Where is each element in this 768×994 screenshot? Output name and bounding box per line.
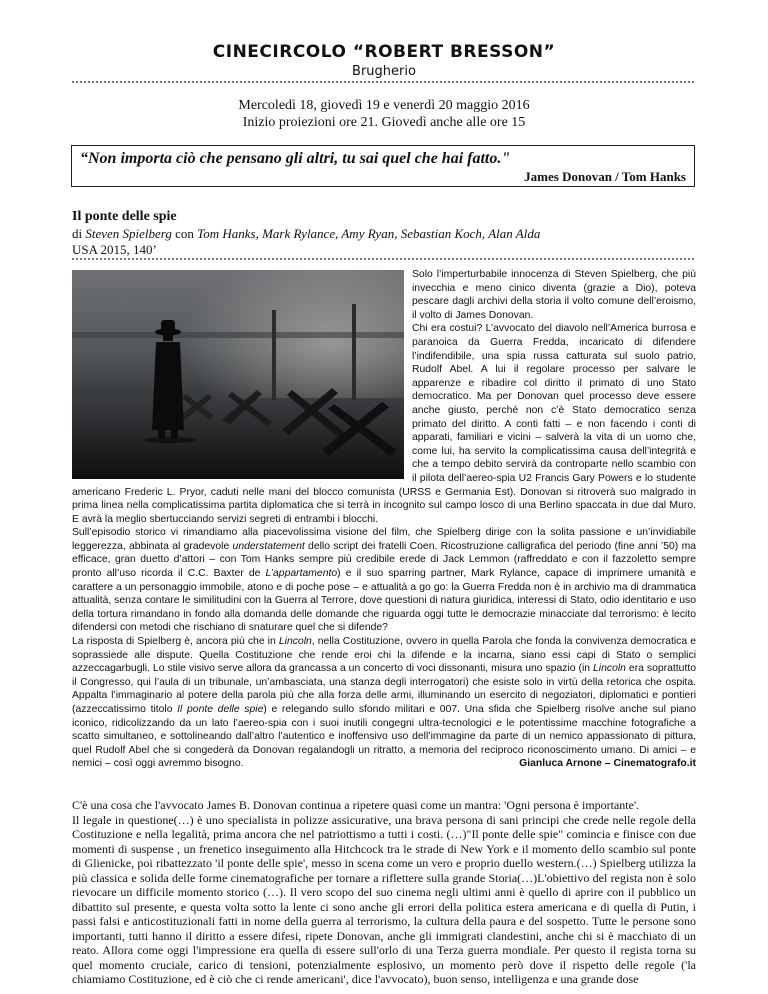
review-paragraph-4 — [72, 635, 696, 771]
film-title: Il ponte delle spie — [72, 209, 177, 224]
second-article — [72, 798, 696, 987]
dotted-divider-film — [72, 258, 694, 263]
film-cast: Tom Hanks, Mark Rylance, Amy Ryan, Sebastian Koch, Alan Alda — [197, 226, 541, 241]
review-p3-italic-2: L’appartamento — [265, 568, 338, 580]
review-p4-part-c: era soprattutto il Congresso, qui l’aula di un tribunale, un’ambasciata, una stanza degli interrogatori) che esiste solo in virtù della retorica che ospita. Appalta l’immaginario al potere della parola più che alla forza delle armi, illuminando un esercito di negoziatori, diplomatici e pontieri (azzeccatissimo titolo — [72, 663, 696, 715]
review-p4-part-b: , nella Costituzione, ovvero in quella Parola che fonda la convivenza democratica e soprassiede alle dispute. Quella Costituzione che rende eroi chi la difende e la incarna, siano essi capi di Stato o semplici azzeccagarbugli. Lo stile visivo serve allora da grancassa a un concerto di voci dissonanti, misura uno spazio (in — [72, 636, 696, 675]
film-meta: USA 2015, 140’ — [72, 242, 157, 257]
cast-prefix: con — [171, 226, 198, 241]
schedule-dates: Mercoledì 18, giovedì 19 e venerdì 20 maggio 2016 — [238, 98, 530, 113]
review-p3-italic-1: understatement — [232, 540, 305, 552]
review-paragraph-2: Chi era costui? L’avvocato del diavolo nell’America burrosa e paranoica da Guerra Fredda, incaricato di difendere l’indifendibile, una spia russa catturata sul suolo patrio, Rudolf Abel. A lui il regolare processo per salvare le apparenze e ribadire col diritto il primato di uno Stato democratico. Ma per Donovan quel processo deve essere anche giusto, perché non c’è Stato democratico senza primato del diritto. A conti fatti – e non facendo i conti di apparati, familiari e vicini – salverà la vita di un uomo che, come lui, ha servito la complicatissima causa dell’integrità e che a tempo debito servirà da controparte nello scambio con il pilota dell’aereo-spia U2 Francis Gary Powers e lo studente americano Frederic L. Pryor, caduti nelle mani del blocco comunista (URSS e Germania Est). Donovan si ritroverà suo malgrado in prima linea nella complicatissima partita diplomatica che si terrà in incognito sul campo losco di una Berlino spaccata in due dal Muro. E avrà la meglio sbertucciando servizi segreti di entrambi i blocchi. — [72, 323, 696, 525]
review-paragraph-1: Solo l’imperturbabile innocenza di Steven Spielberg, che più invecchia e meno cinico diventa (grazie a Dio), poteva pescare dagli archivi della storia il volto comune dell’eroismo, il volto di James Donovan. — [412, 269, 696, 321]
review-p3-part-a: Sull’episodio storico vi rimandiamo alla piacevolissima visione del film, che Spielberg dirige con la solita passione e un’invidiabile leggerezza, abbinata al gradevole — [72, 527, 696, 552]
film-director: Steven Spielberg — [85, 226, 172, 241]
quote-text: “Non importa ciò che pensano gli altri, tu sai quel che hai fatto." — [80, 150, 511, 167]
image-float-spacer — [72, 268, 412, 482]
review-p3-part-b: dello script dei fratelli Coen. Ricostruzione calligrafica del periodo (fine anni ’50) ma efficace, gran duetto d’attori – con Tom Hanks sempre più credibile erede di Jack Lemmon (raffreddato e con il fazzoletto sempre pronto all’uso ricorda il C.C. Baxter de — [72, 540, 696, 580]
quote-box — [71, 145, 695, 187]
review-article — [72, 268, 696, 771]
dotted-divider-top — [72, 81, 694, 86]
review-p3-part-c: ) e il suo sparring partner, Mark Rylance, capace di imprimere umanità e carattere a un personaggio immobile, atono e di poche pose – e attualità a go go: la Guerra Fredda non è in archivio ma di drammatica attualità, senza contare le similitudini con la Guerra al Terrore, dove questioni di natura giuridica, interessi di Stato, odio identitario e uso della tortura rimandano in fondo alla domanda delle domande che riguarda oggi tutte le democrazie minacciate dal terrorismo: è lecito difendersi con metodi che rischiano di snaturare quel che si difende? — [72, 568, 696, 634]
schedule-times: Inizio proiezioni ore 21. Giovedì anche alle ore 15 — [242, 115, 526, 130]
second-article-paragraph-1: C'è una cosa che l'avvocato James B. Donovan continua a ripetere quasi come un mantra: 'Ogni persona è importante'. — [72, 798, 640, 812]
cineclub-title: CINECIRCOLO “ROBERT BRESSON” — [212, 42, 556, 62]
review-p4-part-d: ) e relegando sullo sfondo militari e 007. Una sfida che Spielberg risolve anche sul piano iconico, ridicolizzando da un lato l’aereo-spia con i suoi inutili congegni ultra-tecnologici e le potentissime macchine fotografiche a scatto simultaneo, e sottolineando dall’altro l’autentico e inoffensivo uso dell’immagine da parte di un nemico appassionato di pittura, quel Rudolf Abel che si congederà da Donovan regalandogli un ritratto, a memoria del reciproco riconoscimento umano. Di amici – e nemici – così oggi avremmo bisogno. — [72, 704, 696, 770]
review-signature: Gianluca Arnone – Cinematografo.it — [519, 758, 696, 770]
review-p4-part-a: La risposta di Spielberg è, ancora più che in — [72, 636, 279, 648]
review-p4-italic-1: Lincoln — [278, 636, 312, 648]
film-credits — [72, 226, 540, 242]
cineclub-location: Brugherio — [352, 64, 416, 79]
review-p4-italic-2: Lincoln — [593, 663, 626, 675]
quote-author: James Donovan / Tom Hanks — [524, 169, 686, 184]
second-article-paragraph-2: Il legale in questione(…) è uno specialista in polizze assicurative, una brava persona di sani principi che crede nelle regole della Costituzione e nella legalità, prima ancora che nel patriottismo a tutti i costi. (…)"Il ponte delle spie" comincia e finisce con due momenti di suspense , un frenetico inseguimento alla Hitchcock tra le strade di New York e il momento dello scambio sul ponte di Glienicke, poi ribattezzato 'il ponte delle spie', messo in scena come un vero e proprio duello western.(…) Spielberg utilizza la più classica e solida delle forme cinematografiche per tornare a riflettere sulla grande Storia(…)L'obiettivo del regista non è solo rievocare un difficile momento storico (…). Il vero scopo del suo cinema negli ultimi anni è quello di aprire con il pubblico un dibattito sul presente, e questa volta sotto la lente ci sono anche gli errori della politica estera americana e di quella di Putin, i passi falsi e anticostituzionali fatti in nome della guerra al terrorismo, la cultura della paura e del sospetto. Tutte le persone sono importanti, tutti hanno il diritto a essere difesi, ripete Donovan, anche gli immigrati clandestini, anche chi si è macchiato di un reato. Allora come oggi l'impressione era quella di essere sull'orlo di una Terza guerra mondiale. Per questo il regista torna su quel momento cruciale, carico di tensioni, potenzialmente esplosivo, un momento però dove il rispetto delle regole ('la chiamiamo Costituzione, ed è ciò che ci rende americani', dice l'avvocato), buon senso, intelligenza e una grande dose — [72, 812, 696, 986]
review-p4-italic-3: Il ponte delle spie — [177, 704, 264, 715]
review-paragraph-3 — [72, 526, 696, 635]
director-prefix: di — [72, 226, 86, 241]
